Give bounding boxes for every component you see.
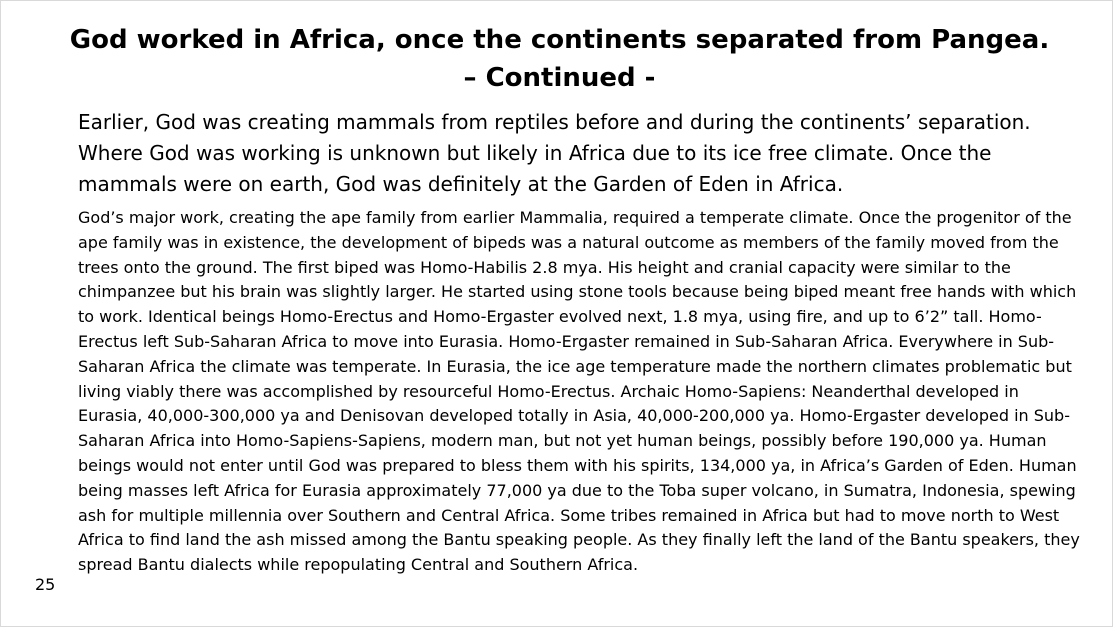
slide-title-line-2: – Continued - — [463, 63, 656, 93]
body-paragraph: God’s major work, creating the ape family from earlier Mammalia, required a temperate climate. Once the progenitor of the ape family was in existence, the development of bipeds was a natural outcome as members of the family moved from the trees onto the ground. The first biped was Homo-Habilis 2.8 mya. His height and cranial capacity were similar to the chimpanzee but his brain was slightly larger. He started using stone tools because being biped meant free hands with which to work. Identical beings Homo-Erectus and Homo-Ergaster evolved next, 1.8 mya, using fire, and up to 6’2” tall. Homo-Erectus left Sub-Saharan Africa to move into Eurasia. Homo-Ergaster remained in Sub-Saharan Africa. Everywhere in Sub-Saharan Africa the climate was temperate. In Eurasia, the ice age temperature made the northern climates problematic but living viably there was accomplished by resourceful Homo-Erectus. Archaic Homo-Sapiens: Neanderthal developed in Eurasia, 40,000-300,000 ya and Denisovan developed totally in Asia, 40,000-200,000 ya. Homo-Ergaster developed in Sub-Saharan Africa into Homo-Sapiens-Sapiens, modern man, but not yet human beings, possibly before 190,000 ya. Human beings would not enter until God was prepared to bless them with his spirits, 134,000 ya, in Africa’s Garden of Eden. Human being masses left Africa for Eurasia approximately 77,000 ya due to the Toba super volcano, in Sumatra, Indonesia, spewing ash for multiple millennia over Southern and Central Africa. Some tribes remained in Africa but had to move north to West Africa to find land the ash missed among the Bantu speaking people. As they finally left the land of the Bantu speakers, they spread Bantu dialects while repopulating Central and Southern Africa. — [78, 208, 1080, 575]
slide-title-line-1: God worked in Africa, once the continents separated from Pangea. — [69, 25, 1050, 55]
intro-paragraph: Earlier, God was creating mammals from reptiles before and during the continents’ separation. Where God was working is unknown but likely in Africa due to its ice free climate. Once the mammals were on earth, God was definitely at the Garden of Eden in Africa. — [78, 110, 1031, 196]
slide-title — [1, 21, 1117, 97]
page-number: 25 — [35, 575, 56, 594]
